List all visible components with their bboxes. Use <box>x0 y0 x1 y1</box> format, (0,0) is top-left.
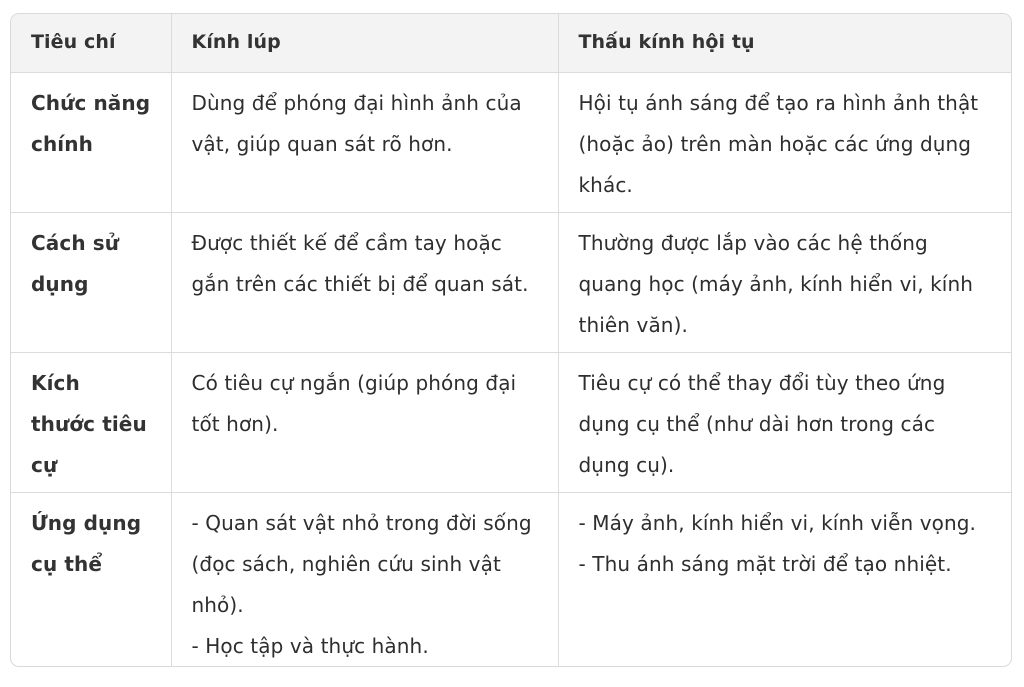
magnifier-cell <box>171 352 558 492</box>
table-row <box>11 352 1011 492</box>
cell-line: Có tiêu cự ngắn (giúp phóng đại tốt hơn). <box>191 370 517 436</box>
comparison-table <box>11 14 1011 667</box>
table-header-row <box>11 14 1011 72</box>
header-magnifier: Kính lúp <box>171 14 558 72</box>
row-criterion: Kích thước tiêu cự <box>11 352 171 492</box>
cell-line: Thường được lắp vào các hệ thống quang học (máy ảnh, kính hiển vi, kính thiên văn). <box>578 230 973 337</box>
magnifier-cell <box>171 212 558 352</box>
cell-line: Hội tụ ánh sáng để tạo ra hình ảnh thật (hoặc ảo) trên màn hoặc các ứng dụng khác. <box>578 90 979 197</box>
header-converging-lens: Thấu kính hội tụ <box>558 14 1011 72</box>
row-criterion: Ứng dụng cụ thể <box>11 492 171 667</box>
magnifier-cell <box>171 72 558 212</box>
cell-line: - Thu ánh sáng mặt trời để tạo nhiệt. <box>578 551 952 576</box>
comparison-table-container <box>10 13 1012 667</box>
cell-line: - Học tập và thực hành. <box>191 633 429 658</box>
converging-lens-cell <box>558 352 1011 492</box>
magnifier-cell <box>171 492 558 667</box>
cell-line: Được thiết kế để cầm tay hoặc gắn trên các thiết bị để quan sát. <box>191 230 529 296</box>
converging-lens-cell <box>558 212 1011 352</box>
converging-lens-cell <box>558 492 1011 667</box>
table-row <box>11 212 1011 352</box>
header-criteria: Tiêu chí <box>11 14 171 72</box>
cell-line: - Quan sát vật nhỏ trong đời sống (đọc sách, nghiên cứu sinh vật nhỏ). <box>191 510 532 617</box>
table-row <box>11 72 1011 212</box>
cell-line: - Máy ảnh, kính hiển vi, kính viễn vọng. <box>578 510 977 535</box>
cell-line: Tiêu cự có thể thay đổi tùy theo ứng dụng cụ thể (như dài hơn trong các dụng cụ). <box>578 370 946 477</box>
converging-lens-cell <box>558 72 1011 212</box>
table-row <box>11 492 1011 667</box>
row-criterion: Chức năng chính <box>11 72 171 212</box>
cell-line: Dùng để phóng đại hình ảnh của vật, giúp quan sát rõ hơn. <box>191 90 522 156</box>
row-criterion: Cách sử dụng <box>11 212 171 352</box>
